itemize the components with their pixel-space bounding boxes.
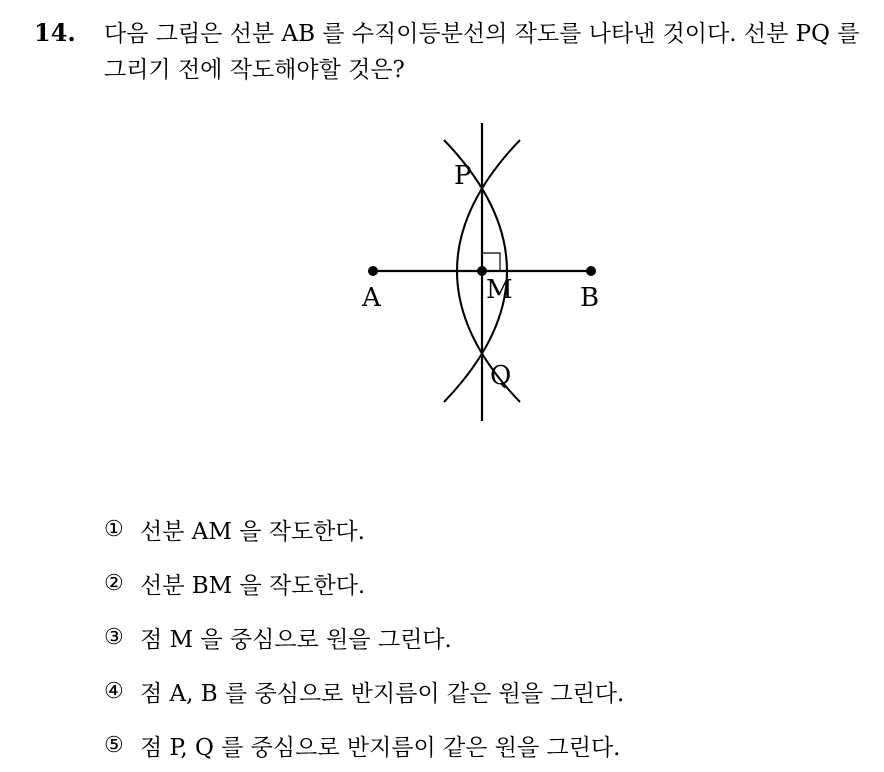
label-q: Q	[490, 361, 512, 391]
choice-1[interactable]	[104, 502, 864, 556]
choice-text: 선분 BM 을 작도한다.	[140, 572, 366, 599]
construction-figure	[340, 118, 630, 428]
label-m: M	[486, 275, 513, 305]
choice-5[interactable]	[104, 718, 864, 772]
label-p: P	[454, 161, 472, 191]
point-a	[368, 266, 378, 276]
choice-2[interactable]	[104, 556, 864, 610]
label-b: B	[580, 283, 600, 313]
choice-marker: ⑤	[104, 732, 124, 758]
choice-marker: ①	[104, 516, 124, 542]
choice-marker: ②	[104, 570, 124, 596]
label-a: A	[362, 283, 381, 313]
answer-choices	[104, 502, 864, 772]
choice-text: 선분 AM 을 작도한다.	[140, 518, 365, 545]
choice-text: 점 P, Q 를 중심으로 반지름이 같은 원을 그린다.	[140, 734, 621, 761]
question-text: 다음 그림은 선분 AB 를 수직이등분선의 작도를 나타낸 것이다. 선분 PQ 를 그리기 전에 작도해야할 것은?	[104, 21, 860, 83]
construction-diagram	[340, 118, 630, 428]
choice-marker: ③	[104, 624, 124, 650]
choice-3[interactable]	[104, 610, 864, 664]
choice-text: 점 M 을 중심으로 원을 그린다.	[140, 626, 452, 653]
point-b	[586, 266, 596, 276]
question-number: 14.	[34, 18, 76, 47]
choice-marker: ④	[104, 678, 124, 704]
choice-text: 점 A, B 를 중심으로 반지름이 같은 원을 그린다.	[140, 680, 625, 707]
choice-4[interactable]	[104, 664, 864, 718]
